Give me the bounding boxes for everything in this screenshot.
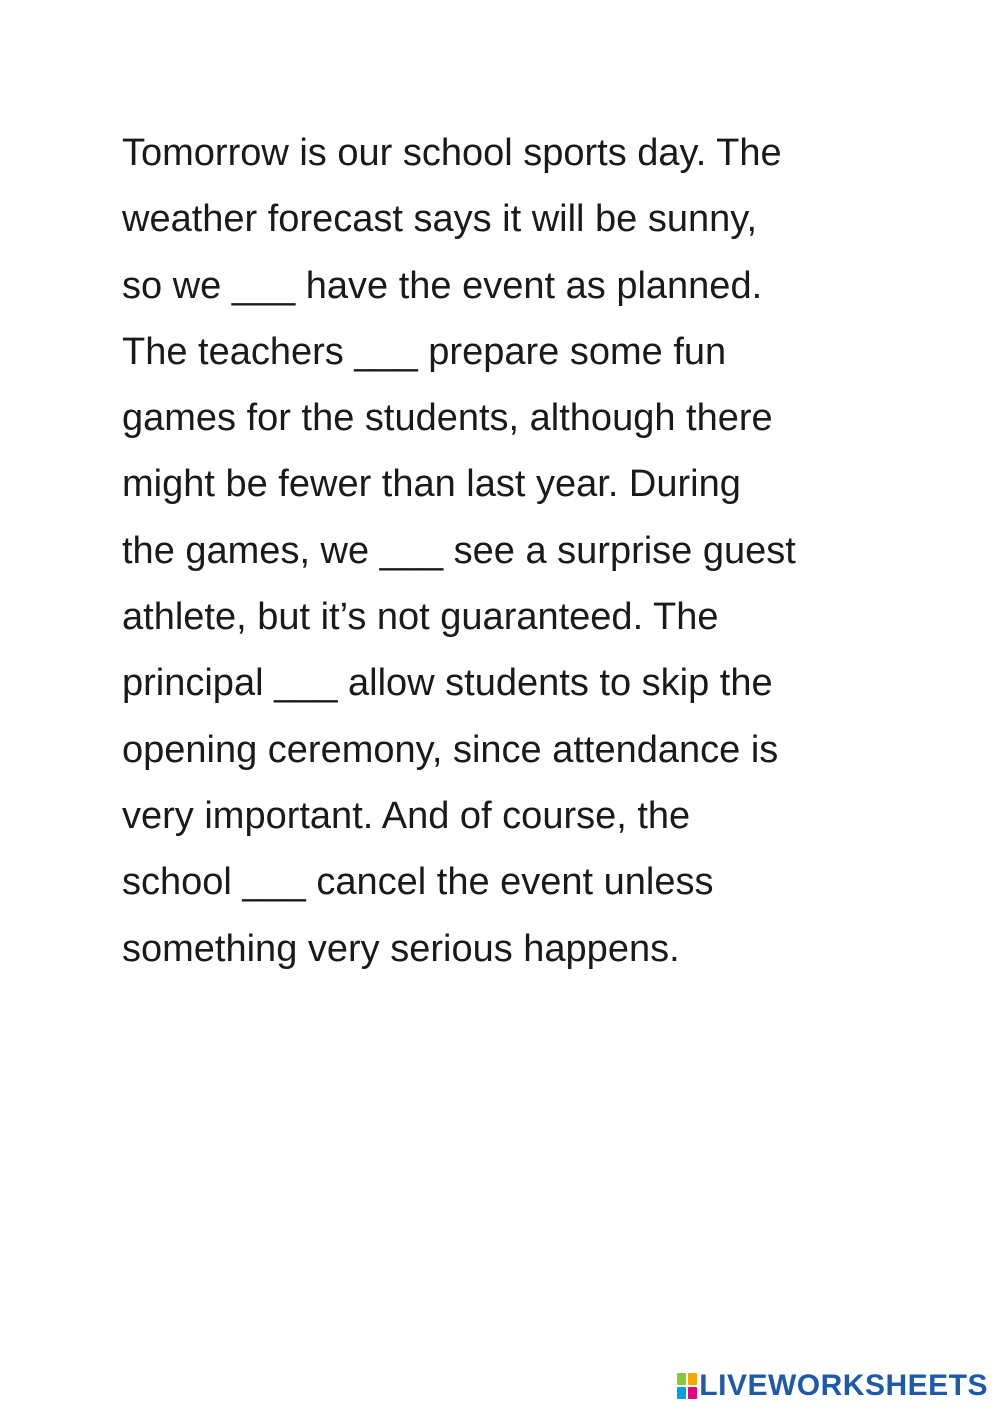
liveworksheets-brand <box>677 1366 988 1406</box>
logo-square-blue <box>677 1387 686 1399</box>
passage-line: very important. And of course, the <box>122 794 691 837</box>
passage-line: school ___ cancel the event unless <box>122 861 714 904</box>
passage-line: the games, we ___ see a surprise guest <box>122 529 796 572</box>
passage-line: The teachers ___ prepare some fun <box>122 330 727 373</box>
passage-line: principal ___ allow students to skip the <box>122 662 773 705</box>
logo-square-green <box>677 1373 686 1385</box>
logo-square-orange <box>688 1373 697 1385</box>
passage-line: something very serious happens. <box>122 927 680 970</box>
reading-passage <box>122 120 902 982</box>
passage-line: games for the students, although there <box>122 397 773 440</box>
passage-line: weather forecast says it will be sunny, <box>122 198 758 241</box>
brand-wordmark: LIVEWORKSHEETS <box>699 1369 988 1402</box>
passage-line: might be fewer than last year. During <box>122 463 741 506</box>
passage-line: Tomorrow is our school sports day. The <box>122 132 782 174</box>
passage-line: opening ceremony, since attendance is <box>122 728 779 771</box>
passage-line: so we ___ have the event as planned. <box>122 264 763 307</box>
liveworksheets-logo-icon <box>677 1373 697 1399</box>
logo-square-pink <box>688 1387 697 1399</box>
passage-line: athlete, but it’s not guaranteed. The <box>122 596 719 639</box>
